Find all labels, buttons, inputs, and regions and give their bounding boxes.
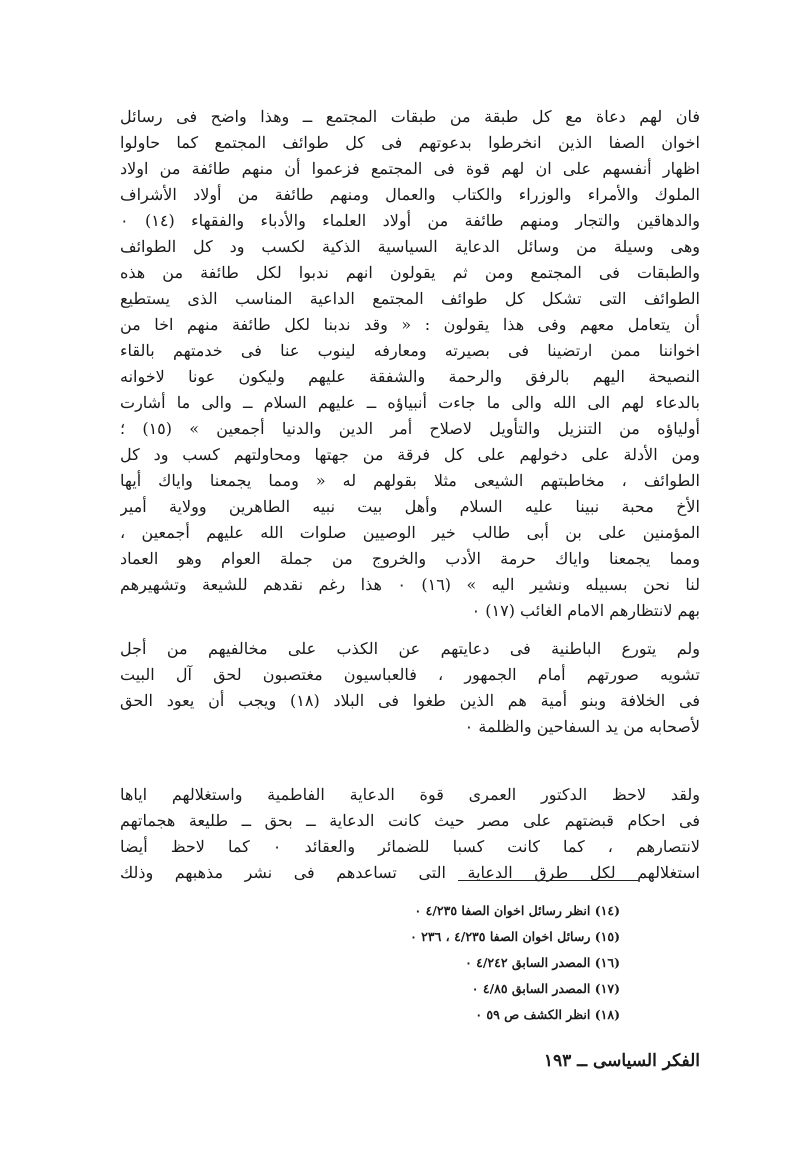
text-line: الطوائف ، مخاطبتهم الشيعى مثلا بقولهم له « ومما يجمعنا واياك أيها: [120, 471, 700, 490]
footnote-item: (١٦) المصدر السابق ٤/٢٤٢ ٠: [465, 955, 620, 970]
footnote-item: (١٨) انظر الكشف ص ٥٩ ٠: [475, 1007, 620, 1022]
text-line: استغلالهم لكل طرق الدعاية التى تساعدهم فى نشر مذهبهم وذلك: [120, 863, 700, 882]
text-line: فان لهم دعاة مع كل طبقة من طبقات المجتمع ــ وهذا واضح فى رسائل: [120, 107, 700, 126]
paragraph-3: [120, 782, 700, 886]
text-line: اخوان الصفا الذين انخرطوا بدعوتهم فى كل طوائف المجتمع كما حاولوا: [120, 133, 700, 152]
text-line: وهى وسيلة من وسائل الدعاية السياسية الذكية لكسب ود كل الطوائف: [120, 237, 700, 256]
text-line: بهم لانتظارهم الامام الغائب (١٧) ٠: [471, 601, 700, 620]
text-line: لنا نحن بسبيله ونشير اليه » (١٦) ٠ هذا رغم نقدهم للشيعة وتشهيرهم: [120, 575, 700, 594]
text-line: النصيحة اليهم بالرفق والرحمة والشفقة عليهم وليكون عونا لاخوانه: [120, 367, 700, 386]
text-line: لانتصارهم ، كما كانت كسبا للضمائر والعقائد ٠ كما لاحظ أيضا: [120, 837, 700, 856]
footnote-item: (١٤) انظر رسائل اخوان الصفا ٤/٢٣٥ ٠: [414, 903, 620, 918]
text-line: ولم يتورع الباطنية فى دعايتهم عن الكذب على مخالفيهم من أجل: [120, 639, 700, 658]
text-line: بالدعاء لهم الى الله والى ما جاءت أنبياؤه ــ عليهم السلام ــ والى ما أشارت: [120, 393, 700, 412]
paragraph-2: [120, 636, 700, 740]
footnote-item: (١٥) رسائل اخوان الصفا ٤/٢٣٥ ، ٢٣٦ ٠: [410, 929, 620, 944]
text-line: اظهار أنفسهم على ان لهم قوة فى المجتمع فزعموا أن منهم طائفة من اولاد: [120, 159, 700, 178]
text-line: فى احكام قبضتهم على مصر حيث كانت الدعاية ــ بحق ــ طليعة هجماتهم: [120, 811, 700, 830]
text-line: أولياؤه من التنزيل والتأويل لاصلاح أمر الدين والدنيا أجمعين » (١٥) ؛: [120, 419, 700, 438]
text-line: الطوائف التى تشكل كل طوائف المجتمع الداعية المناسب الذى يستطيع: [120, 289, 700, 308]
text-line: الملوك والأمراء والوزراء والكتاب والعمال ومنهم طائفة من أولاد الأشراف: [120, 185, 700, 204]
text-line: اخواننا ممن ارتضينا فى بصيرته ومعارفه لينوب عنا فى خدمتهم بالقاء: [120, 341, 700, 360]
footnotes: [330, 898, 620, 1028]
text-line: الأخ محبة نبينا عليه السلام وأهل بيت نبيه الطاهرين وولاية أمير: [120, 497, 700, 516]
text-line: والطبقات فى المجتمع ومن ثم يقولون انهم ندبوا لكل طائفة من هذه: [120, 263, 700, 282]
text-line: أن يتعامل معهم وفى هذا يقولون : « وقد ندبنا لكل طائفة منهم اخا من: [120, 315, 700, 334]
running-footer: الفكر السياسى ــ ١٩٣: [543, 1051, 700, 1071]
text-line: المؤمنين على بن أبى طالب خير الوصيين صلوات الله عليهم أجمعين ،: [120, 523, 700, 542]
text-line: فى الخلافة وبنو أمية هم الذين طغوا فى البلاد (١٨) ويجب أن يعود الحق: [120, 691, 700, 710]
footnote-separator: [458, 880, 638, 881]
text-line: تشويه صورتهم أمام الجمهور ، فالعباسيون مغتصبون لحق آل البيت: [120, 665, 700, 684]
text-line: لأصحابه من يد السفاحين والظلمة ٠: [464, 717, 700, 736]
footnote-item: (١٧) المصدر السابق ٤/٨٥ ٠: [471, 981, 620, 996]
text-line: ومما يجمعنا واياك حرمة الأدب والخروج من جملة العوام وهو العماد: [120, 549, 700, 568]
text-line: ومن الأدلة على دخولهم على كل فرقة من جهتها ومحاولتهم كسب ود كل: [120, 445, 700, 464]
text-line: ولقد لاحظ الدكتور العمرى قوة الدعاية الفاطمية واستغلالهم اياها: [120, 785, 700, 804]
text-line: والدهاقين والتجار ومنهم طائفة من أولاد العلماء والأدباء والفقهاء (١٤) ٠: [120, 211, 700, 230]
paragraph-1: [120, 104, 700, 624]
